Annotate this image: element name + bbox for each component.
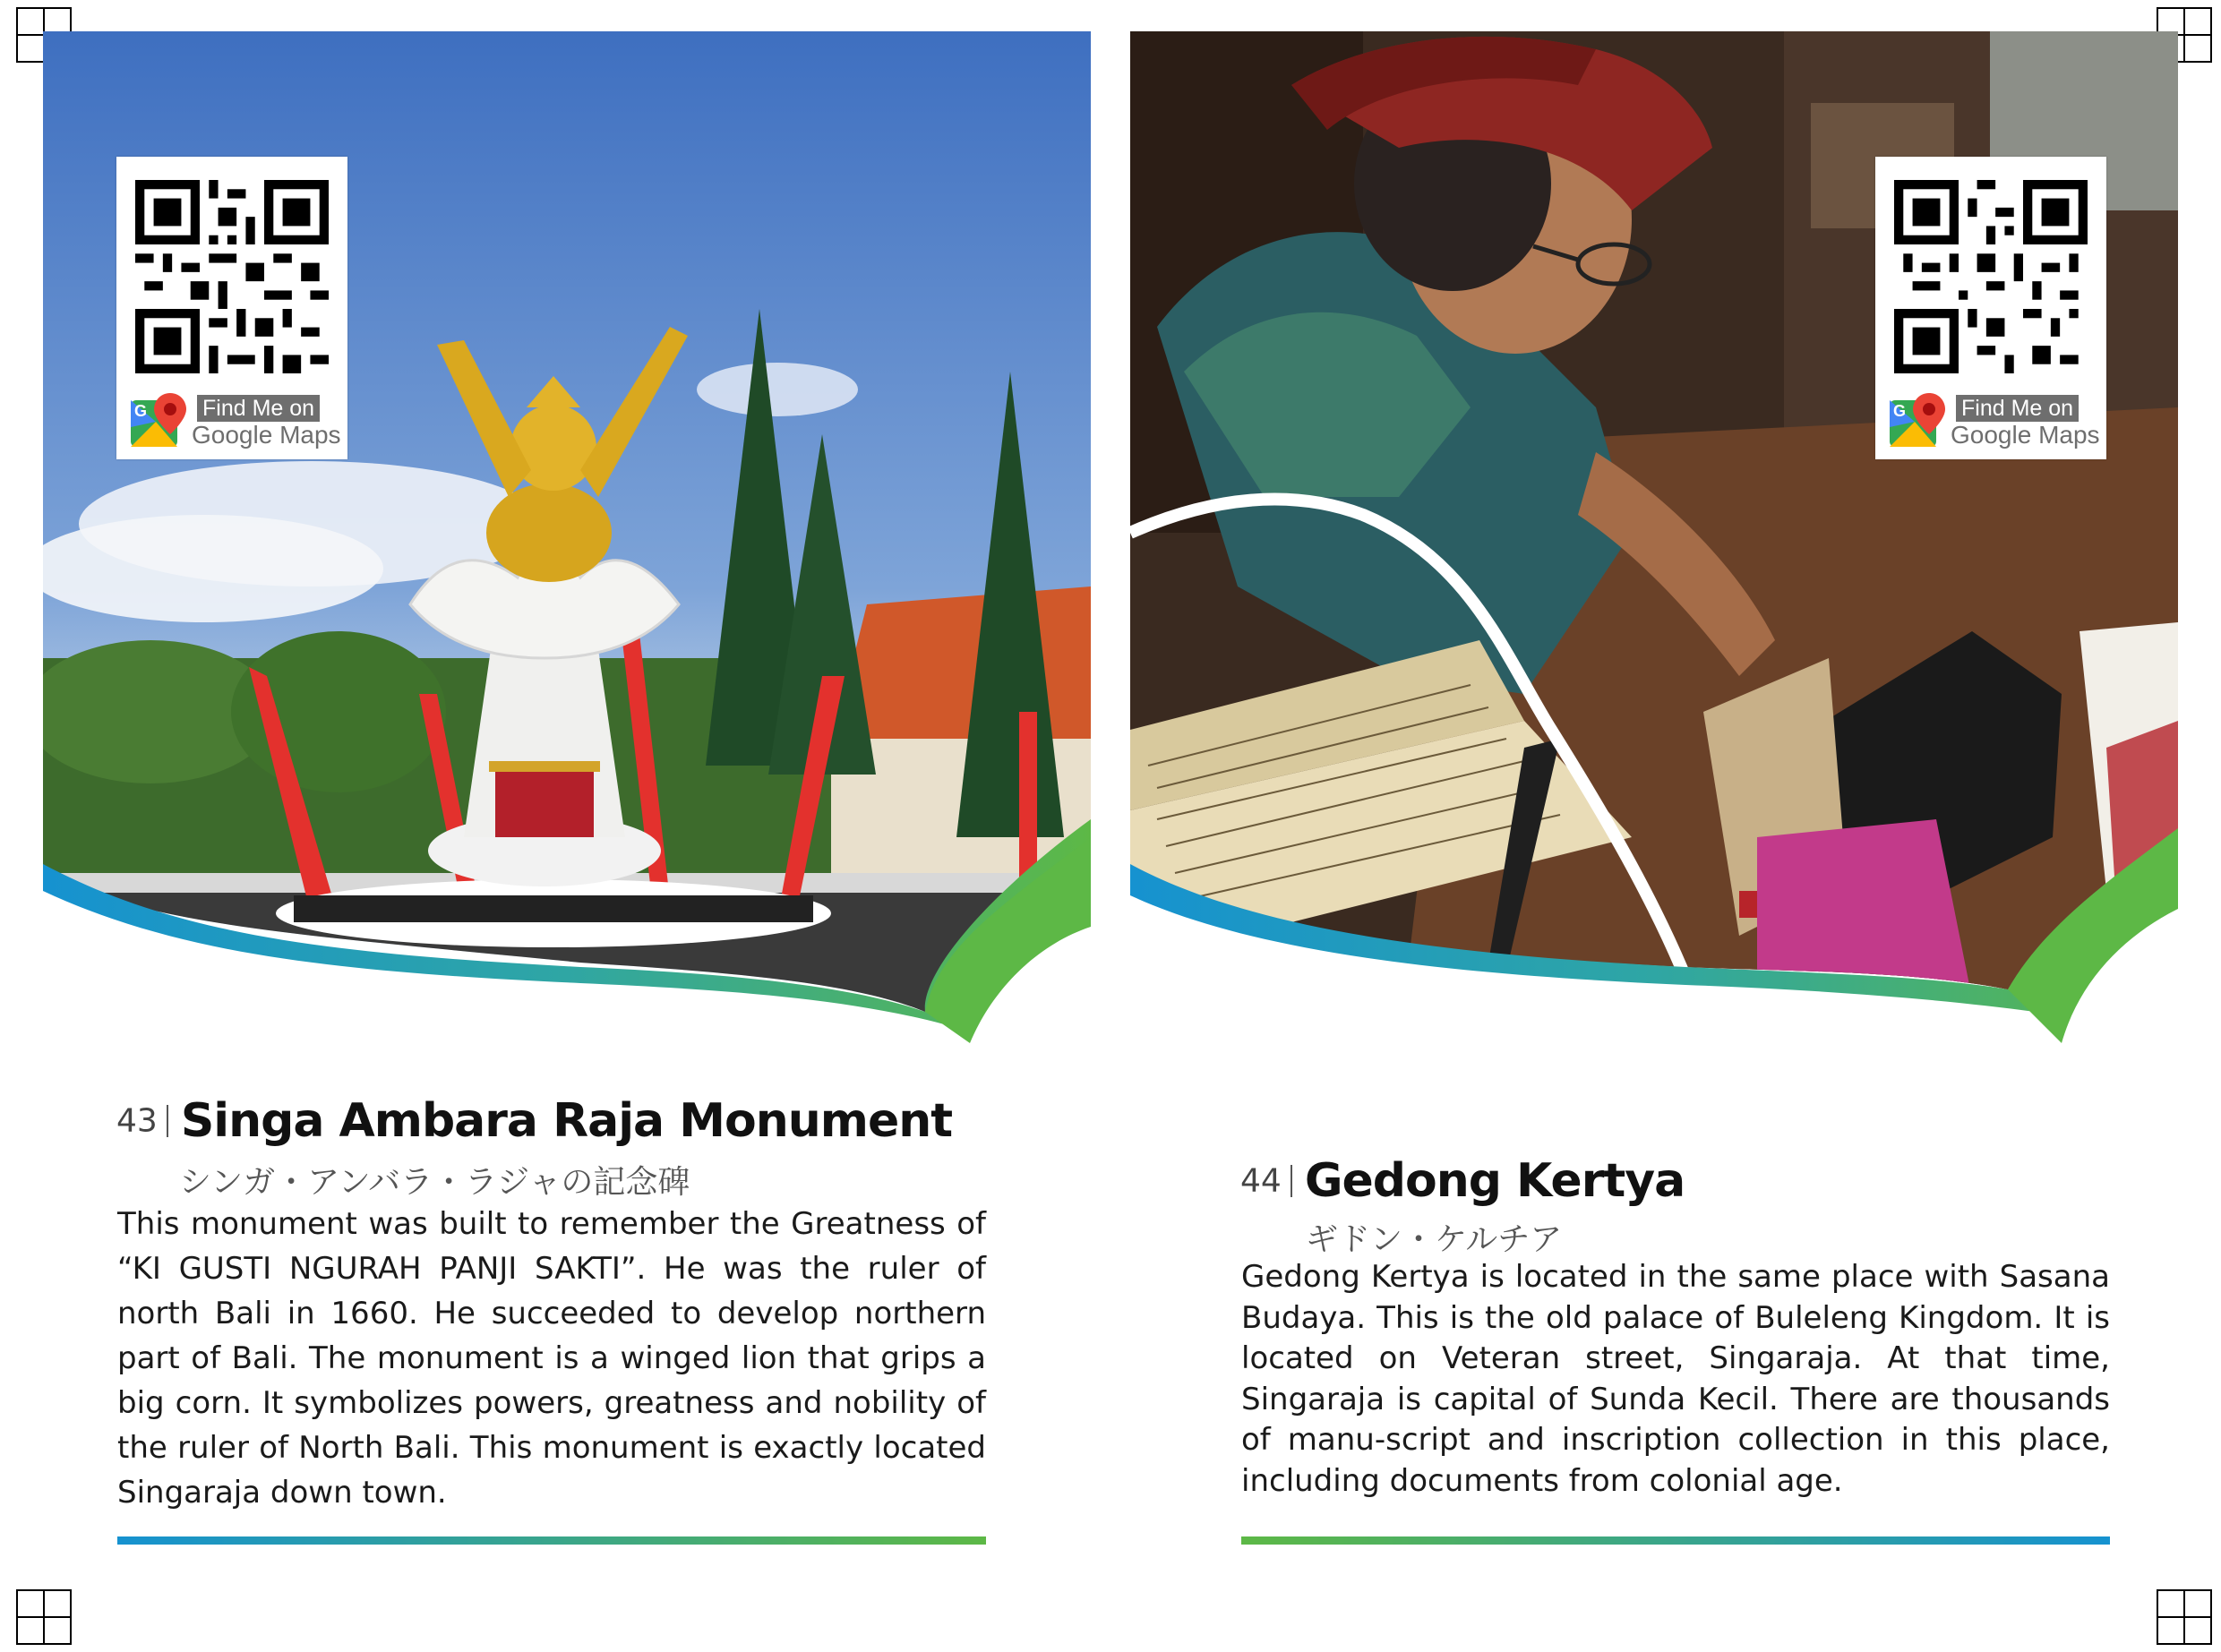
heading-divider [167,1105,168,1137]
crop-mark-bottom-right [2157,1589,2212,1645]
entry-title: Singa Ambara Raja Monument [180,1094,953,1148]
google-maps-label: Google Maps [192,421,341,449]
manuscript-photo [1130,31,2178,1043]
section-divider [117,1536,986,1545]
entry-number: 44 [1240,1162,1282,1200]
qr-code-card[interactable] [116,157,347,459]
find-me-on-label: Find Me on [197,395,320,422]
monument-photo [43,31,1091,1043]
entry-japanese-title: ギドン・ケルチア [1306,1221,1563,1258]
svg-text:G: G [1893,402,1907,420]
qr-code-icon [1894,180,2088,373]
entry-title: Gedong Kertya [1304,1154,1685,1208]
google-maps-label: Google Maps [1951,421,2100,449]
section-divider [1241,1536,2110,1545]
entry-number: 43 [116,1102,158,1140]
entry-description: Gedong Kertya is located in the same place with Sasana Budaya. This is the old palace of Buleleng Kingdom. It is located on Veteran street, Singaraja. At that time, Singaraja is capital of Sunda Kecil. There are thousands of manu-script and inscription collection in this place, including documents from colonial age. [1241,1259,2110,1499]
heading-divider [1291,1165,1292,1197]
entry-heading-43 [116,1094,952,1148]
entry-heading-44 [1240,1154,1685,1208]
google-maps-badge[interactable] [129,391,339,449]
google-maps-badge[interactable] [1888,391,2100,449]
svg-text:G: G [134,402,148,420]
entry-japanese-title: シンガ・アンバラ・ラジャの記念碑 [179,1164,690,1201]
google-maps-pin-icon [1888,391,1947,449]
entry-description: This monument was built to remember the Greatness of “KI GUSTI NGURAH PANJI SAKTI”. He was the ruler of north Bali in 1660. He succeeded to develop northern part of Bali. The monument is a winged lion that grips a big corn. It symbolizes powers, greatness and nobility of the ruler of North Bali. This monument is exactly located Singaraja down town. [117,1206,986,1511]
qr-code-card[interactable] [1875,157,2106,459]
find-me-on-label: Find Me on [1956,395,2079,422]
qr-code-icon [135,180,329,373]
google-maps-pin-icon [129,391,188,449]
crop-mark-bottom-left [16,1589,72,1645]
